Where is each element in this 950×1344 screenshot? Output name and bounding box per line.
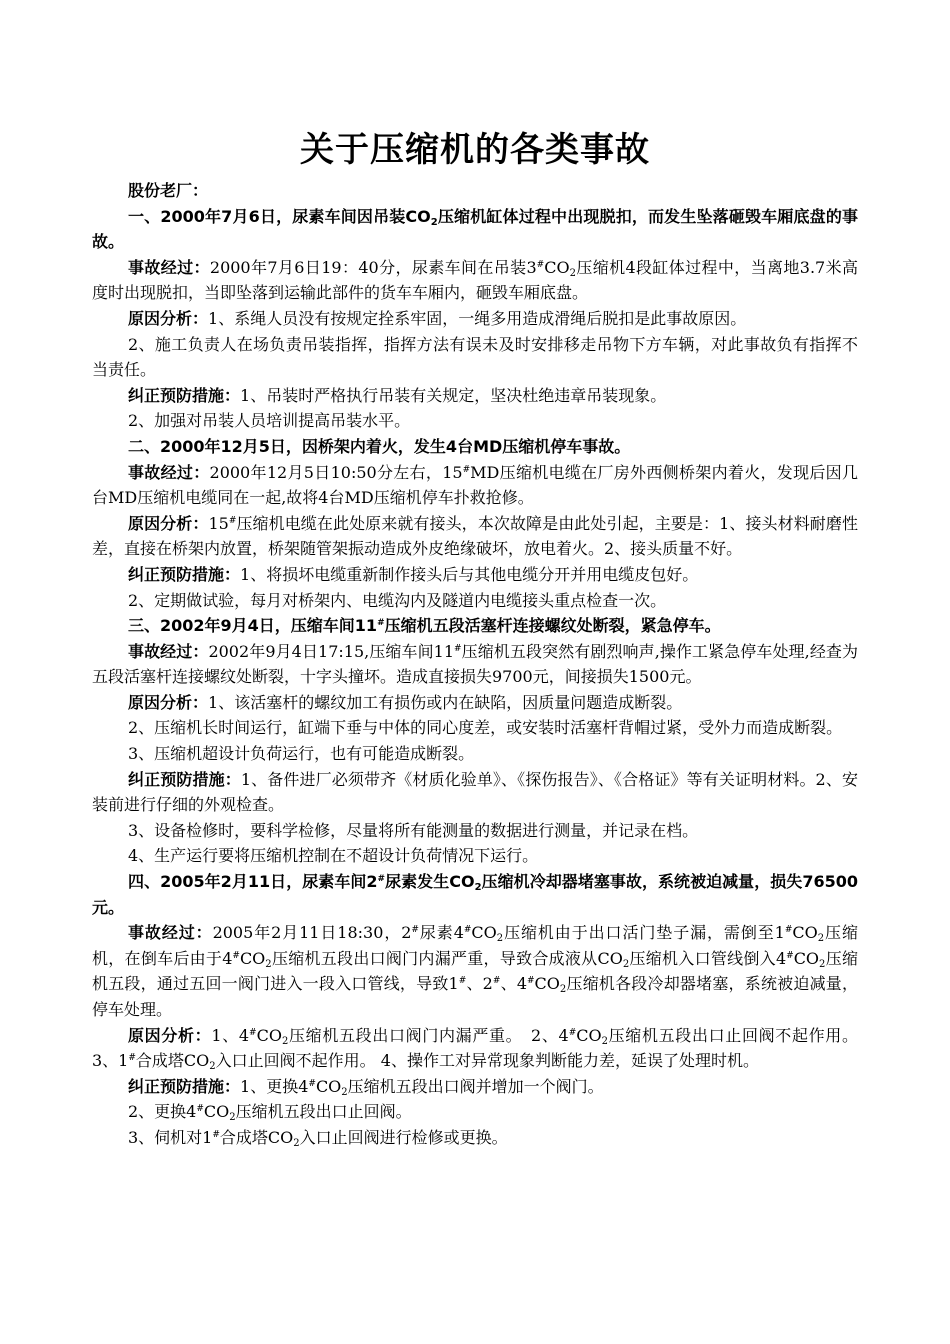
label-process: 事故经过： <box>128 641 209 661</box>
superscript: # <box>377 874 386 885</box>
text: 1、更换4 <box>240 1076 309 1096</box>
text: 2000年12月5日10:50分左右，15 <box>209 462 463 482</box>
text: 压缩机各段冷却器堵塞，系统被迫减量，停车处理。 <box>92 974 858 1019</box>
superscript: # <box>786 950 794 961</box>
subscript: 2 <box>559 984 567 996</box>
text: 尿素发生CO <box>385 872 475 892</box>
text: 压缩机五段突然有剧烈响声,操作工紧急停车处理,经查为五段活塞杆连接螺纹处断裂，十字头撞坏。造成直接损失9700元，间接损失1500元。 <box>92 641 858 687</box>
text: MD压缩机电缆在厂房外西侧桥架内着火，发现后因几台MD压缩机电缆同在一起,故将4台MD压缩机停车扑救抢修。 <box>92 462 858 508</box>
superscript: # <box>568 1027 577 1038</box>
text: 1、备件进厂必须带齐《材质化验单》、《探伤报告》、《合格证》等有关证明材料。2、安装前进行仔细的外观检查。 <box>92 769 858 815</box>
label-cause: 原因分析： <box>128 513 209 533</box>
text: 尿素4 <box>418 923 464 943</box>
section-4-measure-3 <box>92 1125 858 1151</box>
text: 1、4 <box>211 1025 250 1045</box>
label-cause: 原因分析： <box>128 1025 212 1045</box>
section-3-cause-1 <box>92 690 858 716</box>
text: 入口止回阀进行检修或更换。 <box>299 1127 508 1147</box>
section-4-process <box>92 920 858 1022</box>
subscript: 2 <box>817 933 825 945</box>
section-3-measure-1 <box>92 767 858 818</box>
section-4-measure-1 <box>92 1074 858 1100</box>
text: CO <box>315 1076 342 1096</box>
text: 压缩机缸体过程中出现脱扣，而发生坠落砸毁车厢底盘的事故。 <box>92 206 858 252</box>
subscript: 2 <box>819 958 826 970</box>
text: 2、更换4 <box>128 1102 197 1122</box>
text: 入口止回阀不起作用。 4、操作工对异常现象判断能力差，延误了处理时机。 <box>215 1051 759 1071</box>
text: 、4 <box>500 974 527 994</box>
text: 压缩机五段，通过五回一阀门进入一段入口管线，导致1 <box>92 948 858 994</box>
text: CO <box>203 1102 230 1122</box>
section-4-cause <box>92 1023 858 1074</box>
label-measures: 纠正预防措施： <box>128 1076 241 1096</box>
section-1-cause-1 <box>92 306 858 332</box>
superscript: # <box>228 515 237 526</box>
text: 三、2002年9月4日，压缩车间11 <box>128 616 378 636</box>
text: 2005年2月11日18:30，2 <box>212 923 412 943</box>
label-cause: 原因分析： <box>128 692 209 712</box>
label-measures: 纠正预防措施： <box>128 769 241 789</box>
superscript: # <box>212 1129 220 1140</box>
greeting: 股份老厂： <box>128 181 209 200</box>
document-title: 关于压缩机的各类事故 <box>300 130 650 170</box>
text: 压缩机电缆在此处原来就有接头，本次故障是由此处引起，主要是：1、接头材料耐磨性差，直接在桥架内放置，桥架随管架振动造成外皮绝缘破坏，放电着火。2、接头质量不好。 <box>92 513 858 559</box>
superscript: # <box>527 976 535 987</box>
section-3-measure-4: 4、生产运行要将压缩机控制在不超设计负荷情况下运行。 <box>128 846 539 866</box>
section-1-process <box>92 255 858 306</box>
text: 压缩机五段活塞杆连接螺纹处断裂，紧急停车。 <box>384 616 721 636</box>
text: 压缩机五段出口阀并增加一个阀门。 <box>347 1076 604 1096</box>
superscript: # <box>308 1078 316 1089</box>
text: 压缩机五段出口阀门内漏严重，导致合成液从CO <box>271 948 623 968</box>
section-4-heading <box>92 869 858 920</box>
text: 压缩机五段出口止回阀。 <box>235 1102 412 1122</box>
text: 1、系绳人员没有按规定拴系牢固，一绳多用造成滑绳后脱扣是此事故原因。 <box>208 308 747 328</box>
text: 一、2000年7月6日，尿素车间因吊装CO <box>128 206 431 226</box>
superscript: # <box>232 950 240 961</box>
text: 合成塔CO <box>135 1051 210 1071</box>
label-process: 事故经过： <box>128 257 210 277</box>
text: 压缩机入口管线倒入4 <box>629 948 787 968</box>
text: 、2 <box>466 974 493 994</box>
text: CO <box>534 974 560 994</box>
superscript: # <box>463 925 472 936</box>
text: 四、2005年2月11日，尿素车间2 <box>128 872 378 892</box>
label-measures: 纠正预防措施： <box>128 385 241 405</box>
text: CO <box>256 1025 282 1045</box>
section-1-measure-1 <box>92 383 858 409</box>
superscript: # <box>458 976 467 987</box>
subscript: 2 <box>430 216 438 228</box>
subscript: 2 <box>496 933 504 945</box>
superscript: # <box>377 618 385 629</box>
subscript: 2 <box>341 1086 348 1098</box>
label-cause: 原因分析： <box>128 308 209 328</box>
superscript: # <box>784 925 793 936</box>
text: 1、吊装时严格执行吊装有关规定，坚决杜绝违章吊装现象。 <box>240 385 667 405</box>
superscript: # <box>536 259 545 270</box>
superscript: # <box>492 976 501 987</box>
subscript: 2 <box>474 882 482 894</box>
text: CO <box>239 948 266 968</box>
superscript: # <box>249 1027 257 1038</box>
subscript: 2 <box>209 1061 216 1073</box>
section-1-heading <box>92 204 858 255</box>
label-measures: 纠正预防措施： <box>128 564 241 584</box>
section-2-cause <box>92 511 858 562</box>
subscript: 2 <box>293 1137 300 1149</box>
text: 合成塔CO <box>219 1127 294 1147</box>
section-4-measure-2 <box>92 1099 858 1125</box>
superscript: # <box>462 464 471 475</box>
subscript: 2 <box>265 958 272 970</box>
subscript: 2 <box>229 1112 236 1124</box>
text: 2002年9月4日17:15,压缩车间11 <box>208 641 455 661</box>
subscript: 2 <box>622 958 630 970</box>
subscript: 2 <box>281 1035 289 1047</box>
text: CO <box>793 948 820 968</box>
section-1-cause-2: 2、施工负责人在场负责吊装指挥，指挥方法有误未及时安排移走吊物下方车辆，对此事故负有指挥不当责任。 <box>92 334 858 380</box>
text: 压缩机由于出口活门垫子漏，需倒至1 <box>503 923 785 943</box>
section-3-heading <box>92 613 858 639</box>
section-3-process <box>92 639 858 690</box>
section-2-heading: 二、2000年12月5日，因桥架内着火，发生4台MD压缩机停车事故。 <box>128 436 631 456</box>
text: 1、该活塞杆的螺纹加工有损伤或内在缺陷，因质量问题造成断裂。 <box>208 692 683 712</box>
text: CO <box>576 1025 602 1045</box>
text: 2000年7月6日19：40分，尿素车间在吊装3 <box>209 257 537 277</box>
superscript: # <box>454 643 462 654</box>
section-3-measure-3: 3、设备检修时，要科学检修，尽量将所有能测量的数据进行测量，并记录在档。 <box>128 820 699 840</box>
section-2-measure-2: 2、定期做试验，每月对桥架内、电缆沟内及隧道内电缆接头重点检查一次。 <box>128 590 667 610</box>
text: 压缩机五段出口止回阀不起作用。 3、1 <box>92 1025 858 1071</box>
subscript: 2 <box>601 1035 608 1047</box>
text: 压缩机冷却器堵塞事故，系统被迫减量，损失76500元。 <box>92 872 858 917</box>
text: 压缩机，在倒车后由于4 <box>92 923 858 968</box>
label-process: 事故经过： <box>128 462 210 482</box>
section-1-measure-2: 2、加强对吊装人员培训提高吊装水平。 <box>128 411 411 431</box>
text: 1、将损坏电缆重新制作接头后与其他电缆分开并用电缆皮包好。 <box>240 564 699 584</box>
subscript: 2 <box>569 267 576 279</box>
text: 15 <box>208 513 229 533</box>
section-2-measure-1 <box>92 562 858 588</box>
text: 压缩机4段缸体过程中，当离地3.7米高度时出现脱扣，当即坠落到运输此部件的货车车厢内，砸毁车厢底盘。 <box>92 257 858 303</box>
superscript: # <box>128 1053 136 1064</box>
text: CO <box>792 923 818 943</box>
text: 压缩机五段出口阀门内漏严重。 2、4 <box>288 1025 569 1045</box>
text: 3、伺机对1 <box>128 1127 213 1147</box>
text: CO <box>544 257 570 277</box>
section-3-cause-3: 3、压缩机超设计负荷运行，也有可能造成断裂。 <box>128 744 475 764</box>
superscript: # <box>196 1104 204 1115</box>
section-3-cause-2: 2、压缩机长时间运行，缸端下垂与中体的同心度差，或安装时活塞杆背帽过紧，受外力而造成断裂。 <box>128 718 843 738</box>
text: CO <box>471 923 497 943</box>
section-2-process <box>92 460 858 511</box>
superscript: # <box>411 925 419 936</box>
label-process: 事故经过： <box>128 923 213 943</box>
